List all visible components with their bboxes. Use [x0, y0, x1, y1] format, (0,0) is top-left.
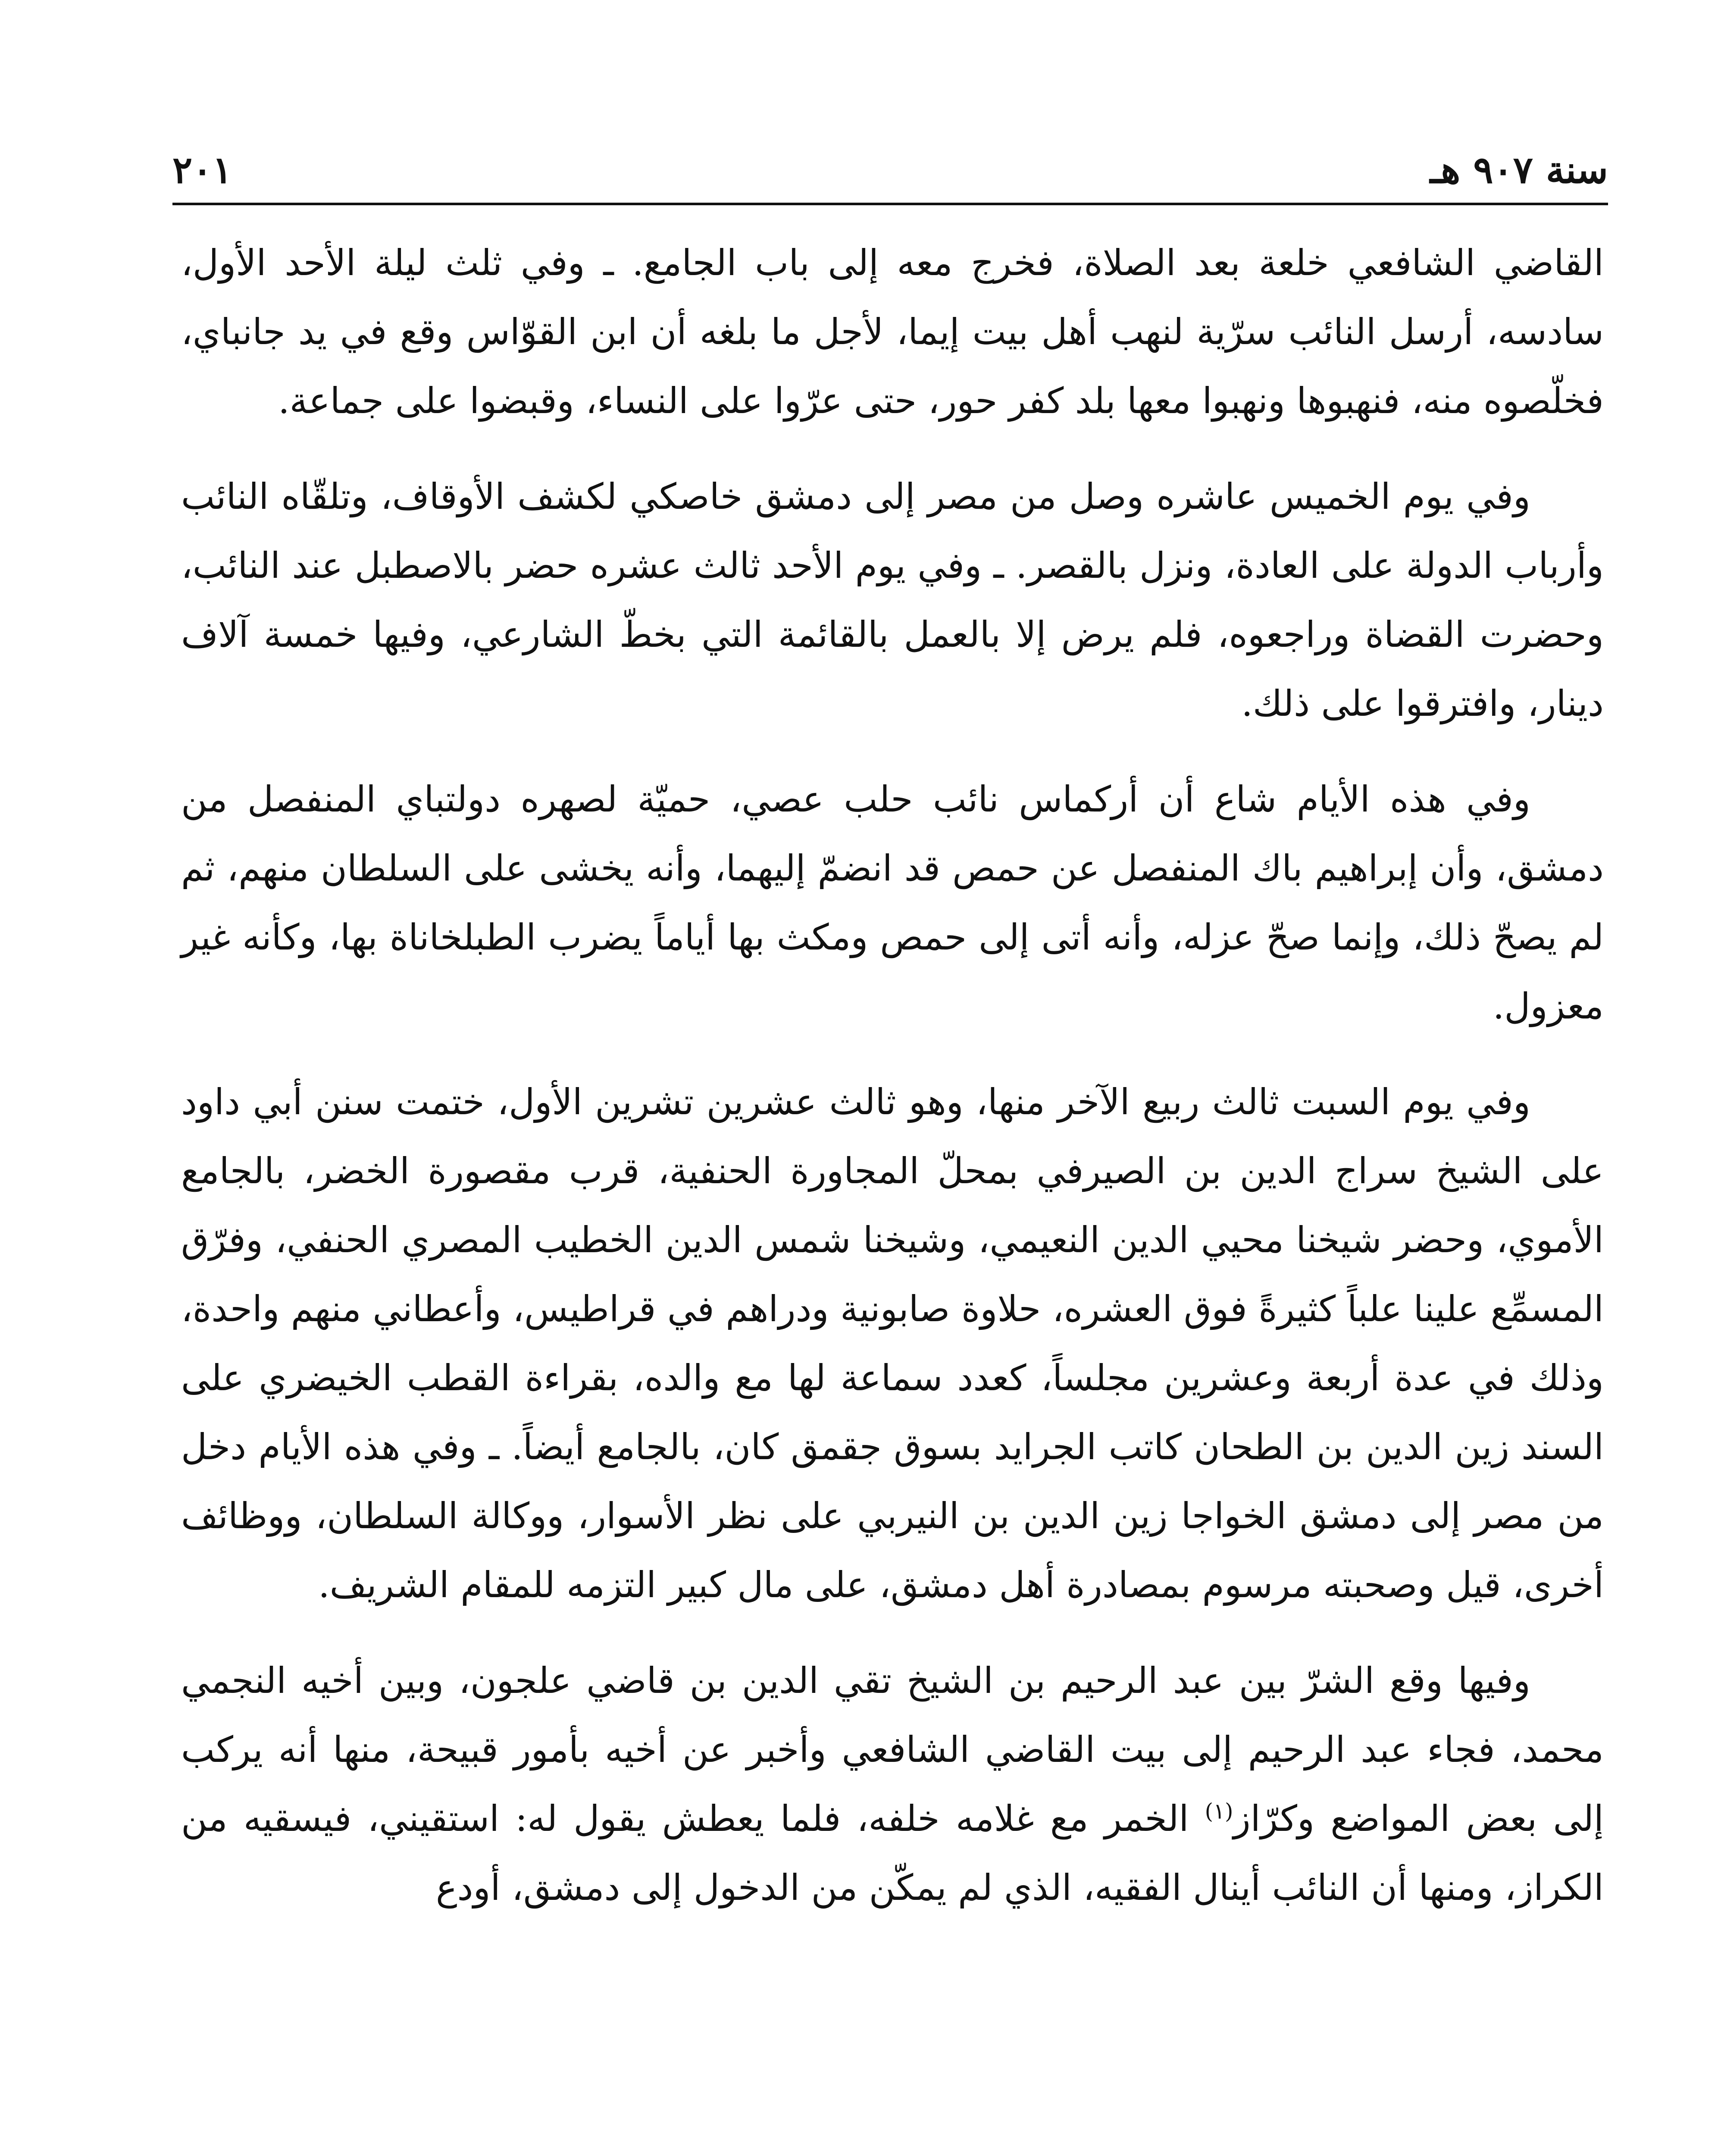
page-number: ٢٠١ [172, 148, 232, 192]
main-text [181, 229, 1604, 1949]
paragraph: وفي يوم الخميس عاشره وصل من مصر إلى دمشق خاصكي لكشف الأوقاف، وتلقّاه النائب وأرباب الدولة على العادة، ونزل بالقصر. ـ وفي يوم الأحد ثالث عشره حضر بالاصطبل عند النائب، وحضرت القضاة وراجعوه، فلم يرض إلا بالعمل بالقائمة التي بخطّ الشارعي، وفيها خمسة آلاف دينار، وافترقوا على ذلك. [181, 476, 1604, 724]
footnote-reference: (١) [1205, 1799, 1233, 1824]
year-title: سنة ٩٠٧ هـ [1430, 148, 1608, 192]
paragraph-text: الخمر مع غلامه خلفه، فلما يعطش يقول له: استقيني، فيسقيه من الكراز، ومنها أن النائب أينال الفقيه، الذي لم يمكّن من الدخول إلى دمشق، أودع [181, 1798, 1604, 1908]
paragraph-with-footnote [181, 1646, 1604, 1922]
running-head [172, 142, 1608, 198]
paragraph: القاضي الشافعي خلعة بعد الصلاة، فخرج معه إلى باب الجامع. ـ وفي ثلث ليلة الأحد الأول، سادسه، أرسل النائب سرّية لنهب أهل بيت إيما، لأجل ما بلغه أن ابن القوّاس وقع في يد جانباي، فخلّصوه منه، فنهبوها ونهبوا معها بلد كفر حور، حتى عرّوا على النساء، وقبضوا على جماعة. [181, 242, 1604, 422]
paragraph: وفي يوم السبت ثالث ربيع الآخر منها، وهو ثالث عشرين تشرين الأول، ختمت سنن أبي داود على الشيخ سراج الدين بن الصيرفي بمحلّ المجاورة الحنفية، قرب مقصورة الخضر، بالجامع الأموي، وحضر شيخنا محيي الدين النعيمي، وشيخنا شمس الدين الخطيب المصري الحنفي، وفرّق المسمِّع علينا علباً كثيرةً فوق العشره، حلاوة صابونية ودراهم في قراطيس، وأعطاني منهم واحدة، وذلك في عدة أربعة وعشرين مجلساً، كعدد سماعة لها مع والده، بقراءة القطب الخيضري على السند زين الدين بن الطحان كاتب الجرايد بسوق جقمق كان، بالجامع أيضاً. ـ وفي هذه الأيام دخل من مصر إلى دمشق الخواجا زين الدين بن النيربي على نظر الأسوار، ووكالة السلطان، ووظائف أخرى، قيل وصحبته مرسوم بمصادرة أهل دمشق، على مال كبير التزمه للمقام الشريف. [181, 1081, 1604, 1606]
paragraph: وفي هذه الأيام شاع أن أركماس نائب حلب عصي، حميّة لصهره دولتباي المنفصل من دمشق، وأن إبراهيم باك المنفصل عن حمص قد انضمّ إليهما، وأنه يخشى على السلطان منهم، ثم لم يصحّ ذلك، وإنما صحّ عزله، وأنه أتى إلى حمص ومكث بها أياماً يضرب الطبلخاناة بها، وكأنه غير معزول. [181, 778, 1604, 1027]
paragraph-text: وفيها وقع الشرّ بين عبد الرحيم بن الشيخ تقي الدين بن قاضي علجون، وبين أخيه النجمي محمد، فجاء عبد الرحيم إلى بيت القاضي الشافعي وأخبر عن أخيه بأمور قبيحة، منها أنه يركب إلى بعض المواضع وكرّاز [181, 1660, 1604, 1839]
header-rule [172, 203, 1608, 205]
